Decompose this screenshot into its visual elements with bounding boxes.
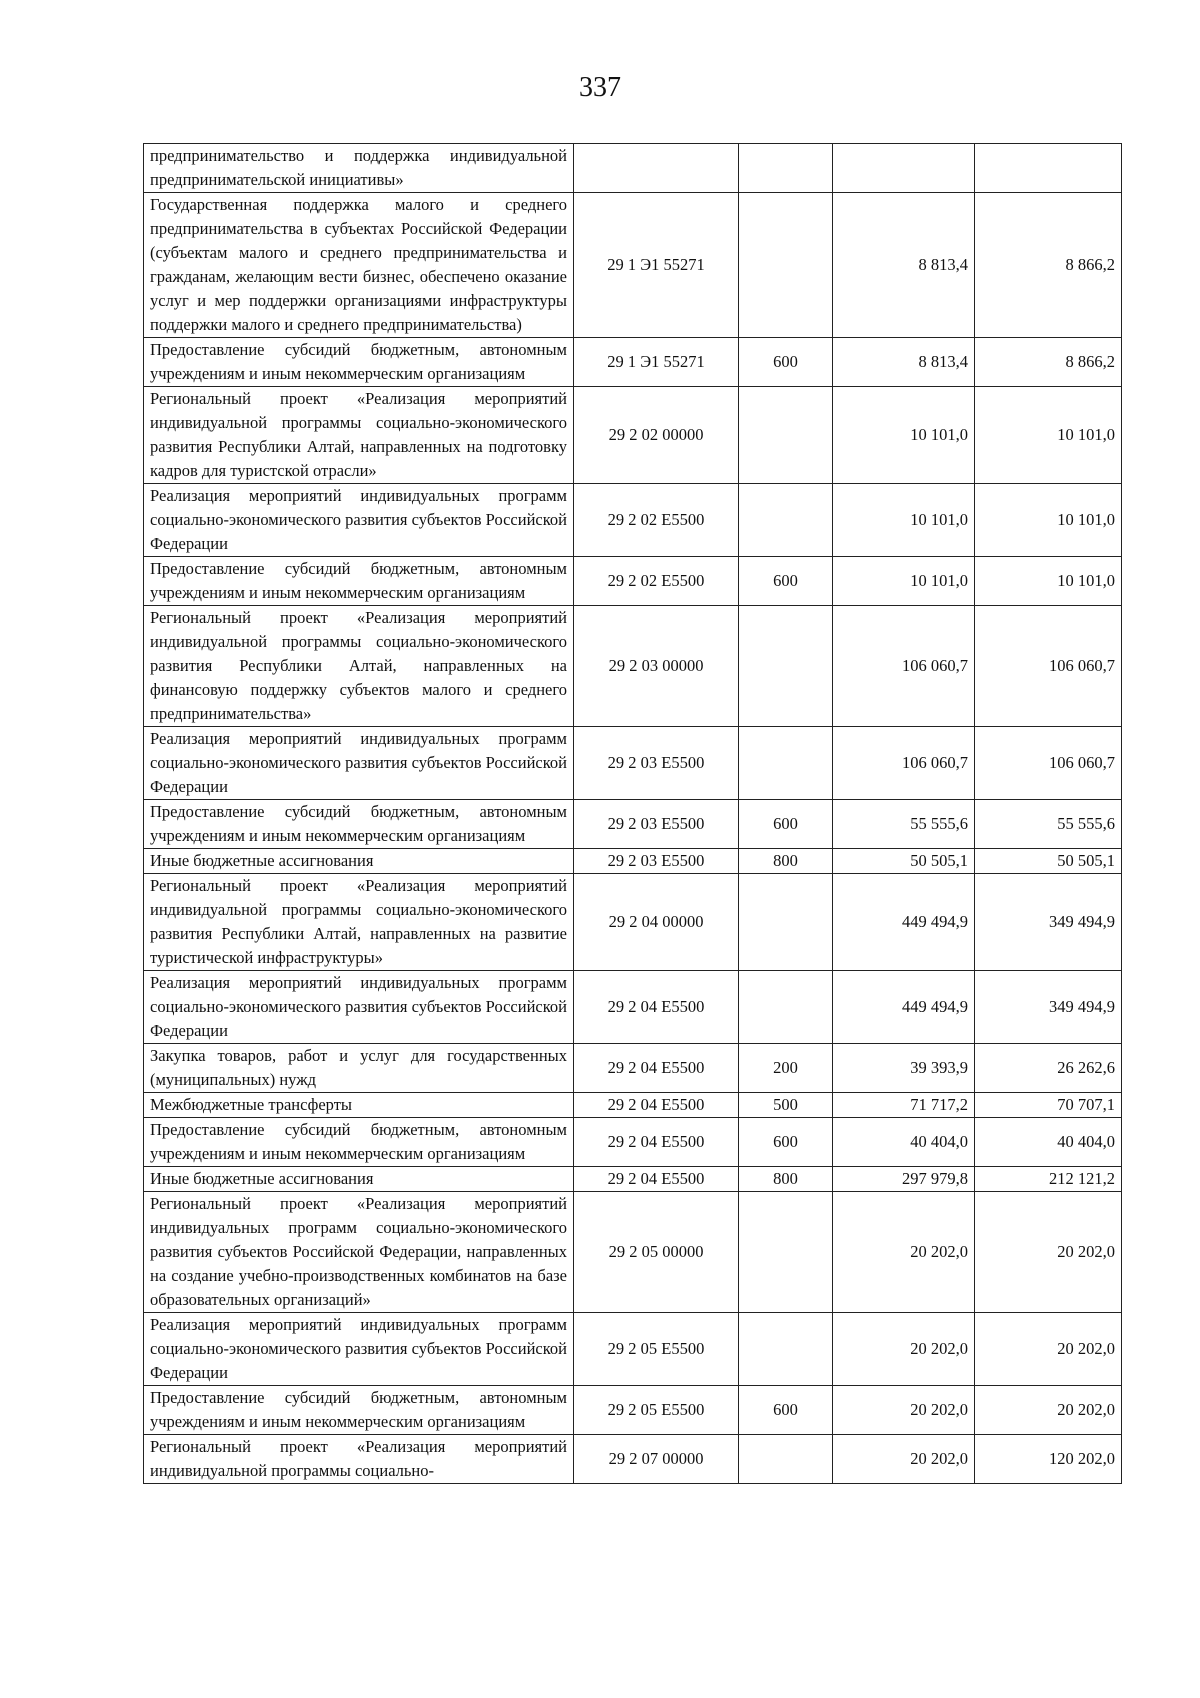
row-name-cell: Межбюджетные трансферты [144,1093,574,1118]
target-code-cell: 29 1 Э1 55271 [574,193,739,338]
row-name-cell: Реализация мероприятий индивидуальных программ социально-экономического развития субъектов Российской Федерации [144,484,574,557]
amount-year2-cell: 106 060,7 [975,606,1122,727]
amount-year2-cell: 8 866,2 [975,338,1122,387]
table-row [144,874,1122,971]
row-name-cell: Региональный проект «Реализация мероприятий индивидуальных программ социально-экономического развития субъектов Российской Федерации, направленных на создание учебно-производственных комбинатов на базе образовательных организаций» [144,1192,574,1313]
amount-year2-cell: 10 101,0 [975,484,1122,557]
row-name-cell: Государственная поддержка малого и среднего предпринимательства в субъектах Российской Федерации (субъектам малого и среднего предпринимательства и гражданам, желающим вести бизнес, обеспечено оказание услуг и мер поддержки организациями инфраструктуры поддержки малого и среднего предпринимательства) [144,193,574,338]
expense-type-cell [739,971,833,1044]
amount-year1-cell: 20 202,0 [833,1313,975,1386]
row-name-cell: Реализация мероприятий индивидуальных программ социально-экономического развития субъектов Российской Федерации [144,1313,574,1386]
amount-year2-cell: 212 121,2 [975,1167,1122,1192]
expense-type-cell: 800 [739,849,833,874]
amount-year2-cell: 40 404,0 [975,1118,1122,1167]
amount-year2-cell: 55 555,6 [975,800,1122,849]
row-name-cell: Предоставление субсидий бюджетным, автономным учреждениям и иным некоммерческим организациям [144,800,574,849]
target-code-cell: 29 2 02 00000 [574,387,739,484]
expense-type-cell: 600 [739,1386,833,1435]
amount-year1-cell: 10 101,0 [833,557,975,606]
table-row [144,1093,1122,1118]
expense-type-cell [739,1192,833,1313]
table-row [144,1386,1122,1435]
expense-type-cell: 200 [739,1044,833,1093]
target-code-cell: 29 2 04 Е5500 [574,1044,739,1093]
table-row [144,800,1122,849]
expense-type-cell [739,144,833,193]
amount-year1-cell: 20 202,0 [833,1192,975,1313]
target-code-cell: 29 2 04 Е5500 [574,1118,739,1167]
amount-year2-cell: 8 866,2 [975,193,1122,338]
expense-type-cell [739,727,833,800]
table-row [144,1118,1122,1167]
target-code-cell: 29 2 04 Е5500 [574,971,739,1044]
amount-year1-cell: 40 404,0 [833,1118,975,1167]
amount-year1-cell: 39 393,9 [833,1044,975,1093]
table-row [144,727,1122,800]
target-code-cell [574,144,739,193]
expense-type-cell [739,1435,833,1484]
target-code-cell: 29 2 05 Е5500 [574,1386,739,1435]
expense-type-cell: 600 [739,800,833,849]
amount-year1-cell: 50 505,1 [833,849,975,874]
budget-table-body [144,144,1122,1484]
amount-year1-cell [833,144,975,193]
target-code-cell: 29 1 Э1 55271 [574,338,739,387]
amount-year1-cell: 8 813,4 [833,193,975,338]
target-code-cell: 29 2 04 Е5500 [574,1167,739,1192]
table-row [144,387,1122,484]
target-code-cell: 29 2 05 Е5500 [574,1313,739,1386]
table-row [144,1313,1122,1386]
amount-year1-cell: 20 202,0 [833,1435,975,1484]
row-name-cell: Реализация мероприятий индивидуальных программ социально-экономического развития субъектов Российской Федерации [144,971,574,1044]
table-row [144,849,1122,874]
table-row [144,1167,1122,1192]
row-name-cell: Иные бюджетные ассигнования [144,849,574,874]
target-code-cell: 29 2 04 00000 [574,874,739,971]
table-row [144,606,1122,727]
expense-type-cell: 800 [739,1167,833,1192]
amount-year2-cell: 349 494,9 [975,874,1122,971]
amount-year2-cell: 20 202,0 [975,1386,1122,1435]
expense-type-cell [739,484,833,557]
expense-type-cell: 600 [739,1118,833,1167]
amount-year1-cell: 71 717,2 [833,1093,975,1118]
amount-year1-cell: 106 060,7 [833,727,975,800]
expense-type-cell: 600 [739,557,833,606]
expense-type-cell [739,606,833,727]
amount-year2-cell: 349 494,9 [975,971,1122,1044]
amount-year1-cell: 10 101,0 [833,484,975,557]
expense-type-cell [739,874,833,971]
target-code-cell: 29 2 03 Е5500 [574,727,739,800]
amount-year2-cell: 70 707,1 [975,1093,1122,1118]
amount-year2-cell [975,144,1122,193]
target-code-cell: 29 2 02 Е5500 [574,557,739,606]
expense-type-cell: 600 [739,338,833,387]
row-name-cell: Предоставление субсидий бюджетным, автономным учреждениям и иным некоммерческим организациям [144,338,574,387]
amount-year1-cell: 8 813,4 [833,338,975,387]
table-row [144,971,1122,1044]
amount-year2-cell: 20 202,0 [975,1313,1122,1386]
target-code-cell: 29 2 03 Е5500 [574,849,739,874]
row-name-cell: Региональный проект «Реализация мероприятий индивидуальной программы социально-экономического развития Республики Алтай, направленных на финансовую поддержку субъектов малого и среднего предпринимательства» [144,606,574,727]
target-code-cell: 29 2 02 Е5500 [574,484,739,557]
row-name-cell: Закупка товаров, работ и услуг для государственных (муниципальных) нужд [144,1044,574,1093]
amount-year1-cell: 20 202,0 [833,1386,975,1435]
row-name-cell: Предоставление субсидий бюджетным, автономным учреждениям и иным некоммерческим организациям [144,557,574,606]
row-name-cell: Предоставление субсидий бюджетным, автономным учреждениям и иным некоммерческим организациям [144,1118,574,1167]
amount-year1-cell: 106 060,7 [833,606,975,727]
row-name-cell: Иные бюджетные ассигнования [144,1167,574,1192]
amount-year2-cell: 120 202,0 [975,1435,1122,1484]
expense-type-cell [739,1313,833,1386]
amount-year2-cell: 10 101,0 [975,557,1122,606]
expense-type-cell [739,387,833,484]
table-row [144,1192,1122,1313]
amount-year2-cell: 50 505,1 [975,849,1122,874]
page-number: 337 [579,72,621,103]
expense-type-cell: 500 [739,1093,833,1118]
table-row [144,1044,1122,1093]
amount-year1-cell: 55 555,6 [833,800,975,849]
row-name-cell: Региональный проект «Реализация мероприятий индивидуальной программы социально- [144,1435,574,1484]
amount-year1-cell: 297 979,8 [833,1167,975,1192]
target-code-cell: 29 2 03 00000 [574,606,739,727]
row-name-cell: Региональный проект «Реализация мероприятий индивидуальной программы социально-экономического развития Республики Алтай, направленных на развитие туристической инфраструктуры» [144,874,574,971]
table-row [144,1435,1122,1484]
table-row [144,193,1122,338]
budget-table [143,143,1122,1484]
row-name-cell: Реализация мероприятий индивидуальных программ социально-экономического развития субъектов Российской Федерации [144,727,574,800]
row-name-cell: Региональный проект «Реализация мероприятий индивидуальной программы социально-экономического развития Республики Алтай, направленных на подготовку кадров для туристской отрасли» [144,387,574,484]
target-code-cell: 29 2 07 00000 [574,1435,739,1484]
row-name-cell: предпринимательство и поддержка индивидуальной предпринимательской инициативы» [144,144,574,193]
amount-year1-cell: 449 494,9 [833,874,975,971]
amount-year1-cell: 449 494,9 [833,971,975,1044]
amount-year2-cell: 20 202,0 [975,1192,1122,1313]
target-code-cell: 29 2 04 Е5500 [574,1093,739,1118]
table-row [144,484,1122,557]
target-code-cell: 29 2 05 00000 [574,1192,739,1313]
amount-year1-cell: 10 101,0 [833,387,975,484]
table-row [144,144,1122,193]
expense-type-cell [739,193,833,338]
amount-year2-cell: 106 060,7 [975,727,1122,800]
amount-year2-cell: 10 101,0 [975,387,1122,484]
target-code-cell: 29 2 03 Е5500 [574,800,739,849]
table-row [144,557,1122,606]
amount-year2-cell: 26 262,6 [975,1044,1122,1093]
table-row [144,338,1122,387]
row-name-cell: Предоставление субсидий бюджетным, автономным учреждениям и иным некоммерческим организациям [144,1386,574,1435]
